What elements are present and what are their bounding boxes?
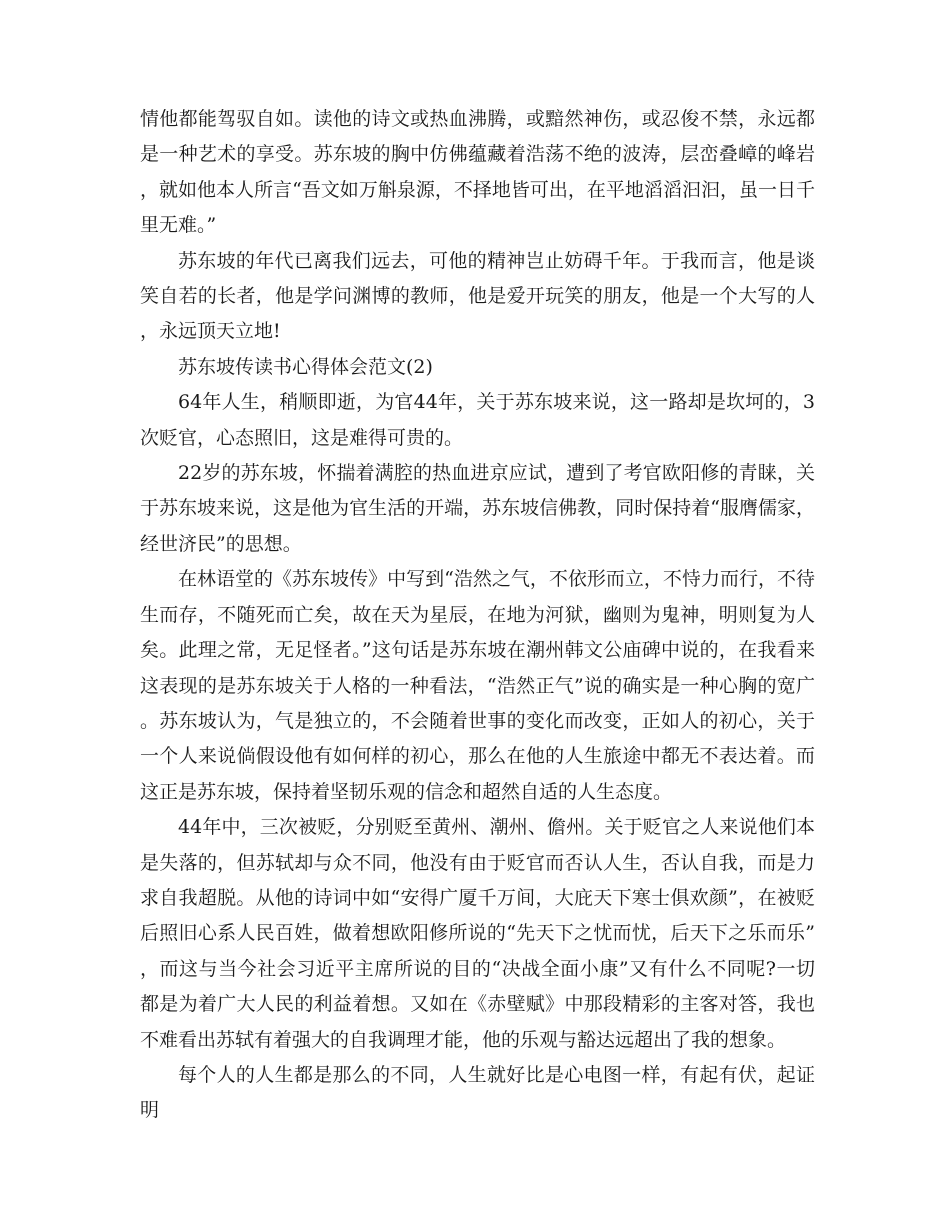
paragraph: 22岁的苏东坡，怀揣着满腔的热血进京应试，遭到了考官欧阳修的青睐，关于苏东坡来说，这是他为官生活的开端，苏东坡信佛教，同时保持着“服膺儒家，经世济民”的思想。 [140, 462, 815, 555]
document-page [140, 102, 815, 1129]
paragraph-continuation: 情他都能驾驭自如。读他的诗文或热血沸腾，或黯然神伤，或忍俊不禁，永远都是一种艺术的享受。苏东坡的胸中仿佛蕴藏着浩荡不绝的波涛，层峦叠嶂的峰岩，就如他本人所言“吾文如万斛泉源，不择地皆可出，在平地滔滔汩汩，虽一日千里无难。” [140, 108, 815, 237]
paragraph: 44年中，三次被贬，分别贬至黄州、潮州、儋州。关于贬官之人来说他们本是失落的，但苏轼却与众不同，他没有由于贬官而否认人生，否认自我，而是力求自我超脱。从他的诗词中如“安得广厦千万间，大庇天下寒士俱欢颜”，在被贬后照旧心系人民百姓，做着想欧阳修所说的“先天下之忧而忧，后天下之乐而乐”，而这与当今社会习近平主席所说的目的“决战全面小康”又有什么不同呢?一切都是为着广大人民的利益着想。又如在《赤壁赋》中那段精彩的主客对答，我也不难看出苏轼有着强大的自我调理才能，他的乐观与豁达远超出了我的想象。 [140, 816, 815, 1051]
paragraph: 每个人的人生都是那么的不同，人生就好比是心电图一样，有起有伏，起证明 [140, 1063, 815, 1122]
section-title: 苏东坡传读书心得体会范文(2) [178, 355, 433, 378]
paragraph-conclusion: 苏东坡的年代已离我们远去，可他的精神岂止妨碍千年。于我而言，他是谈笑自若的长者，他是学问渊博的教师，他是爱开玩笑的朋友，他是一个大写的人，永远顶天立地! [140, 249, 815, 343]
paragraph: 64年人生，稍顺即逝，为官44年，关于苏东坡来说，这一路却是坎坷的，3次贬官，心态照旧，这是难得可贵的。 [140, 391, 815, 449]
paragraph: 在林语堂的《苏东坡传》中写到“浩然之气，不依形而立，不恃力而行，不待生而存，不随死而亡矣，故在天为星辰，在地为河狱，幽则为鬼神，明则复为人矣。此理之常，无足怪者。”这句话是苏东坡在潮州韩文公庙碑中说的，在我看来这表现的是苏东坡关于人格的一种看法，“浩然正气”说的确实是一种心胸的宽广。苏东坡认为，气是独立的，不会随着世事的变化而改变，正如人的初心，关于一个人来说倘假设他有如何样的初心，那么在他的人生旅途中都无不表达着。而这正是苏东坡，保持着坚韧乐观的信念和超然自适的人生态度。 [140, 568, 815, 803]
